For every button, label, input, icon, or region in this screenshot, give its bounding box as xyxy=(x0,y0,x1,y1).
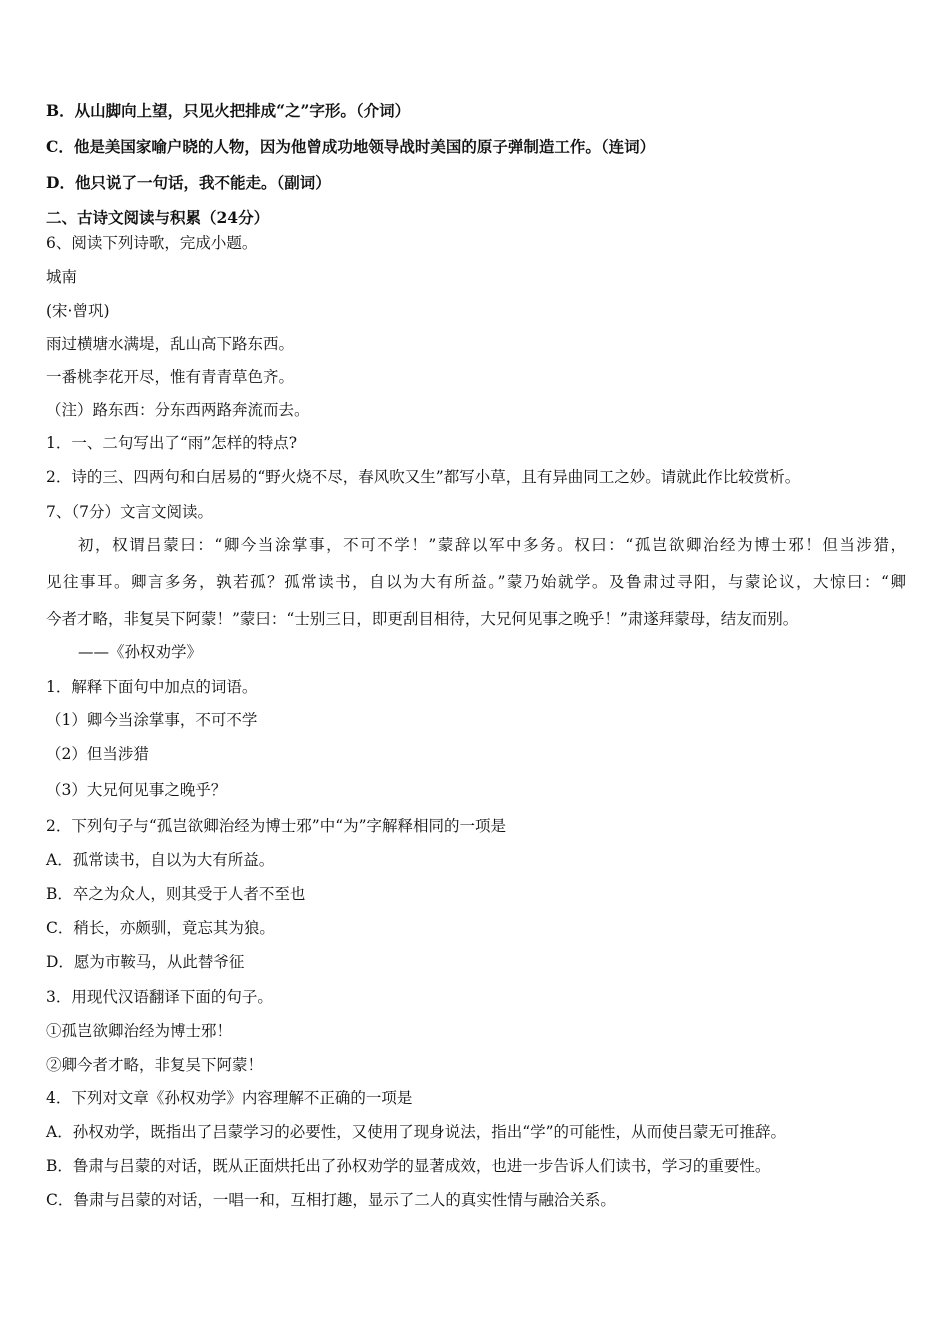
text-line: C．稍长，亦颇驯，竟忘其为狼。 xyxy=(46,919,275,937)
passage-line: 初，权谓吕蒙曰：“卿今当涂掌事，不可不学！”蒙辞以军中多务。权曰：“孤岂欲卿治经为博士邪！但当涉猎， xyxy=(78,536,906,554)
text-line: 城南 xyxy=(46,268,78,286)
passage-line: 今者才略，非复吴下阿蒙！”蒙曰：“士别三日，即更刮目相待，大兄何见事之晚乎！”肃遂拜蒙母，结友而别。 xyxy=(46,610,799,628)
text-line: ①孤岂欲卿治经为博士邪！ xyxy=(46,1022,233,1040)
text-line: 二、古诗文阅读与积累（24分） xyxy=(46,208,270,227)
text-line: （1）卿今当涂掌事，不可不学 xyxy=(46,711,258,729)
text-line: D．他只说了一句话，我不能走。（副词） xyxy=(46,173,331,192)
text-line: （注）路东西：分东西两路奔流而去。 xyxy=(46,401,310,419)
text-line: 2．下列句子与“孤岂欲卿治经为博士邪”中“为”字解释相同的一项是 xyxy=(46,817,507,835)
text-line: B．从山脚向上望，只见火把排成“之”字形。（介词） xyxy=(46,101,411,120)
text-line: D．愿为市鞍马，从此替爷征 xyxy=(46,953,245,971)
text-line: 雨过横塘水满堤，乱山高下路东西。 xyxy=(46,335,295,353)
text-line: （2）但当涉猎 xyxy=(46,745,149,763)
text-line: A．孤常读书，自以为大有所益。 xyxy=(46,851,275,869)
text-line: 1．解释下面句中加点的词语。 xyxy=(46,678,258,696)
text-line: 7、（7分）文言文阅读。 xyxy=(46,503,213,521)
text-line: 1．一、二句写出了“雨”怎样的特点? xyxy=(46,434,298,452)
text-line: ②卿今者才略，非复吴下阿蒙！ xyxy=(46,1056,264,1074)
text-line: 3．用现代汉语翻译下面的句子。 xyxy=(46,988,273,1006)
text-line: A．孙权劝学，既指出了吕蒙学习的必要性，又使用了现身说法，指出“学”的可能性，从而使吕蒙无可推辞。 xyxy=(46,1123,787,1141)
text-line: C．鲁肃与吕蒙的对话，一唱一和，互相打趣，显示了二人的真实性情与融洽关系。 xyxy=(46,1191,616,1209)
text-line: B．鲁肃与吕蒙的对话，既从正面烘托出了孙权劝学的显著成效，也进一步告诉人们读书，学习的重要性。 xyxy=(46,1157,771,1175)
text-line: 6、阅读下列诗歌，完成小题。 xyxy=(46,234,258,252)
text-line: 4．下列对文章《孙权劝学》内容理解不正确的一项是 xyxy=(46,1089,413,1107)
passage-line: 见往事耳。卿言多务，孰若孤？孤常读书，自以为大有所益。”蒙乃始就学。及鲁肃过寻阳，与蒙论议，大惊曰：“卿 xyxy=(46,573,906,591)
text-line: 2．诗的三、四两句和白居易的“野火烧不尽，春风吹又生”都写小草，且有异曲同工之妙。请就此作比较赏析。 xyxy=(46,468,801,486)
text-line: B．卒之为众人，则其受于人者不至也 xyxy=(46,885,306,903)
text-line: C．他是美国家喻户晓的人物，因为他曾成功地领导战时美国的原子弹制造工作。（连词） xyxy=(46,137,656,156)
passage-source: ——《孙权劝学》 xyxy=(78,643,203,661)
text-line: 一番桃李花开尽，惟有青青草色齐。 xyxy=(46,368,295,386)
text-line: (宋·曾巩) xyxy=(46,302,110,320)
text-line: （3）大兄何见事之晚乎？ xyxy=(46,781,227,799)
